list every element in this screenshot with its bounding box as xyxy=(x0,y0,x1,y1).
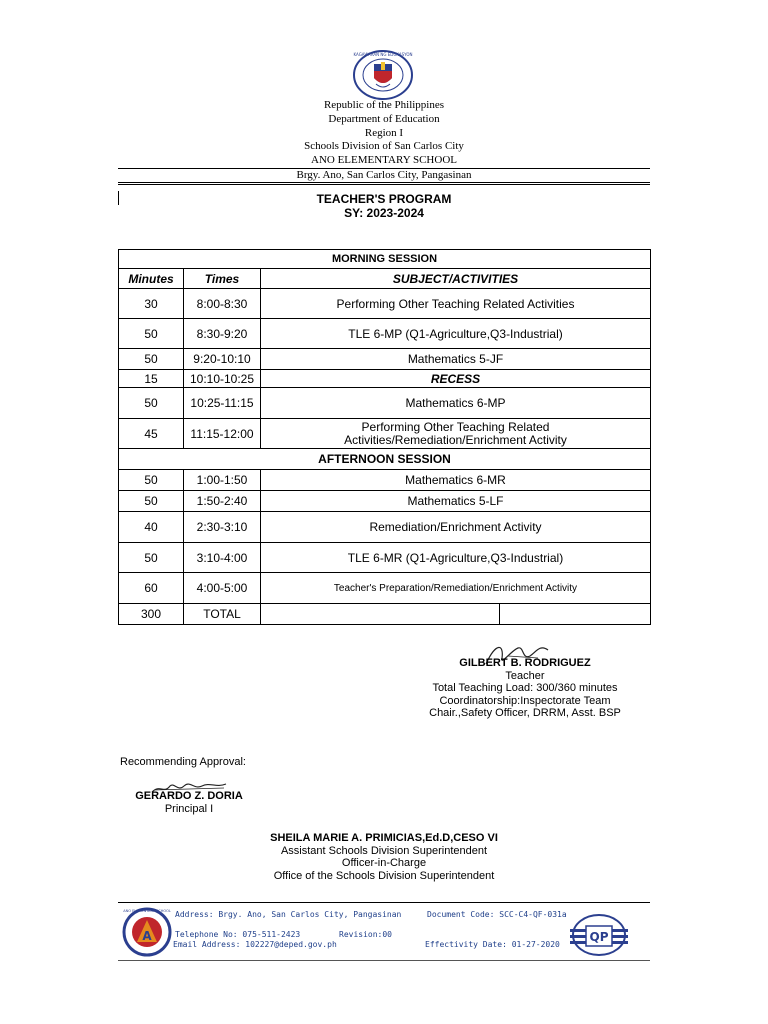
header-department: Department of Education xyxy=(328,113,440,125)
school-logo xyxy=(122,906,172,958)
total-minutes: 300 xyxy=(119,604,184,625)
header-rule-bottom xyxy=(118,182,650,183)
principal-name: GERARDO Z. DORIA xyxy=(135,790,243,802)
table-row xyxy=(119,319,651,349)
principal-block xyxy=(120,790,258,815)
teacher-load: Total Teaching Load: 300/360 minutes xyxy=(432,682,618,694)
row-subject: Mathematics 5-LF xyxy=(261,491,651,512)
header-division: Schools Division of San Carlos City xyxy=(304,140,464,152)
recommending-label: Recommending Approval: xyxy=(120,756,246,768)
quality-policy-logo xyxy=(566,912,632,958)
row-subject-line: Activities/Remediation/Enrichment Activity xyxy=(344,432,567,447)
row-minutes: 45 xyxy=(119,419,184,449)
row-time: 1:50-2:40 xyxy=(184,491,261,512)
row-subject: TLE 6-MR (Q1-Agriculture,Q3-Industrial) xyxy=(261,543,651,573)
approver-block xyxy=(0,832,768,882)
row-minutes: 50 xyxy=(119,349,184,370)
total-label: TOTAL xyxy=(184,604,261,625)
table-row xyxy=(119,388,651,419)
footer-address: Address: Brgy. Ano, San Carlos City, Pangasinan xyxy=(175,910,402,919)
total-empty-cell xyxy=(500,604,651,625)
schedule-table xyxy=(118,249,651,625)
school-year: SY: 2023-2024 xyxy=(344,206,424,220)
col-subject-header: SUBJECT/ACTIVITIES xyxy=(261,269,651,289)
header-rule-bottom-2 xyxy=(118,184,650,185)
table-row xyxy=(119,573,651,604)
footer-rule-top xyxy=(118,902,650,903)
title-block xyxy=(0,192,768,220)
row-minutes: 50 xyxy=(119,491,184,512)
table-row xyxy=(119,289,651,319)
footer-document-code: Document Code: SCC-C4-QF-031a xyxy=(427,910,567,919)
footer-email: Email Address: 102227@deped.gov.ph xyxy=(173,940,337,949)
afternoon-session-row xyxy=(119,449,651,470)
footer-telephone: Telephone No: 075-511-2423 xyxy=(175,930,301,939)
teacher-chair: Chair.,Safety Officer, DRRM, Asst. BSP xyxy=(429,707,621,719)
row-minutes: 60 xyxy=(119,573,184,604)
total-row xyxy=(119,604,651,625)
table-row xyxy=(119,470,651,491)
total-empty-cell xyxy=(261,604,500,625)
school-logo-text: ANO ELEMENTARY SCHOOL xyxy=(123,909,171,913)
school-logo-letter: A xyxy=(142,929,152,943)
table-header-row xyxy=(119,269,651,289)
row-subject: Mathematics 6-MR xyxy=(261,470,651,491)
row-time: 10:10-10:25 xyxy=(184,370,261,388)
row-subject: Remediation/Enrichment Activity xyxy=(261,512,651,543)
row-minutes: 50 xyxy=(119,543,184,573)
teacher-coordinatorship: Coordinatorship:Inspectorate Team xyxy=(439,694,611,707)
footer-revision: Revision:00 xyxy=(339,930,392,939)
col-minutes-header: Minutes xyxy=(119,269,184,289)
afternoon-session-label: AFTERNOON SESSION xyxy=(119,449,651,470)
deped-seal-logo xyxy=(352,50,414,100)
approver-title-2: Officer-in-Charge xyxy=(341,857,427,869)
row-time: 8:00-8:30 xyxy=(184,289,261,319)
table-row xyxy=(119,349,651,370)
row-minutes: 50 xyxy=(119,470,184,491)
row-time: 8:30-9:20 xyxy=(184,319,261,349)
teacher-role: Teacher xyxy=(505,669,545,682)
row-time: 10:25-11:15 xyxy=(184,388,261,419)
header-address: Brgy. Ano, San Carlos City, Pangasinan xyxy=(296,169,472,181)
approver-name: SHEILA MARIE A. PRIMICIAS,Ed.D,CESO VI xyxy=(270,832,498,844)
row-minutes: 50 xyxy=(119,319,184,349)
program-title: TEACHER'S PROGRAM xyxy=(316,192,452,206)
footer-rule-bottom xyxy=(118,960,650,961)
row-minutes: 30 xyxy=(119,289,184,319)
row-time: 9:20-10:10 xyxy=(184,349,261,370)
table-row xyxy=(119,512,651,543)
seal-text: KAGAWARAN NG EDUKASYON xyxy=(353,52,413,57)
recess-label: RECESS xyxy=(261,370,651,388)
header-republic: Republic of the Philippines xyxy=(323,99,445,111)
row-subject: Mathematics 5-JF xyxy=(261,349,651,370)
teacher-block xyxy=(400,657,650,720)
row-minutes: 50 xyxy=(119,388,184,419)
row-subject xyxy=(261,419,651,449)
row-time: 3:10-4:00 xyxy=(184,543,261,573)
row-subject-line: Performing Other Teaching Related xyxy=(361,419,550,434)
table-row xyxy=(119,370,651,388)
approver-title-1: Assistant Schools Division Superintendent xyxy=(280,844,488,857)
header-school: ANO ELEMENTARY SCHOOL xyxy=(311,154,457,166)
row-time: 2:30-3:10 xyxy=(184,512,261,543)
table-row xyxy=(119,543,651,573)
approver-title-3: Office of the Schools Division Superintendent xyxy=(273,869,495,882)
col-times-header: Times xyxy=(184,269,261,289)
principal-role: Principal I xyxy=(164,802,214,815)
teacher-name: GILBERT B. RODRIGUEZ xyxy=(459,657,591,669)
row-subject: TLE 6-MP (Q1-Agriculture,Q3-Industrial) xyxy=(261,319,651,349)
row-time: 4:00-5:00 xyxy=(184,573,261,604)
row-subject: Teacher's Preparation/Remediation/Enrichment Activity xyxy=(261,573,651,604)
footer-effectivity: Effectivity Date: 01-27-2020 xyxy=(425,940,560,949)
row-subject: Mathematics 6-MP xyxy=(261,388,651,419)
morning-session-row xyxy=(119,250,651,269)
row-minutes: 15 xyxy=(119,370,184,388)
qp-logo-text: QP xyxy=(589,930,609,944)
morning-session-label: MORNING SESSION xyxy=(119,250,651,269)
row-time: 11:15-12:00 xyxy=(184,419,261,449)
header-region: Region I xyxy=(364,127,404,139)
row-subject: Performing Other Teaching Related Activities xyxy=(261,289,651,319)
row-minutes: 40 xyxy=(119,512,184,543)
table-row xyxy=(119,419,651,449)
table-row xyxy=(119,491,651,512)
row-time: 1:00-1:50 xyxy=(184,470,261,491)
